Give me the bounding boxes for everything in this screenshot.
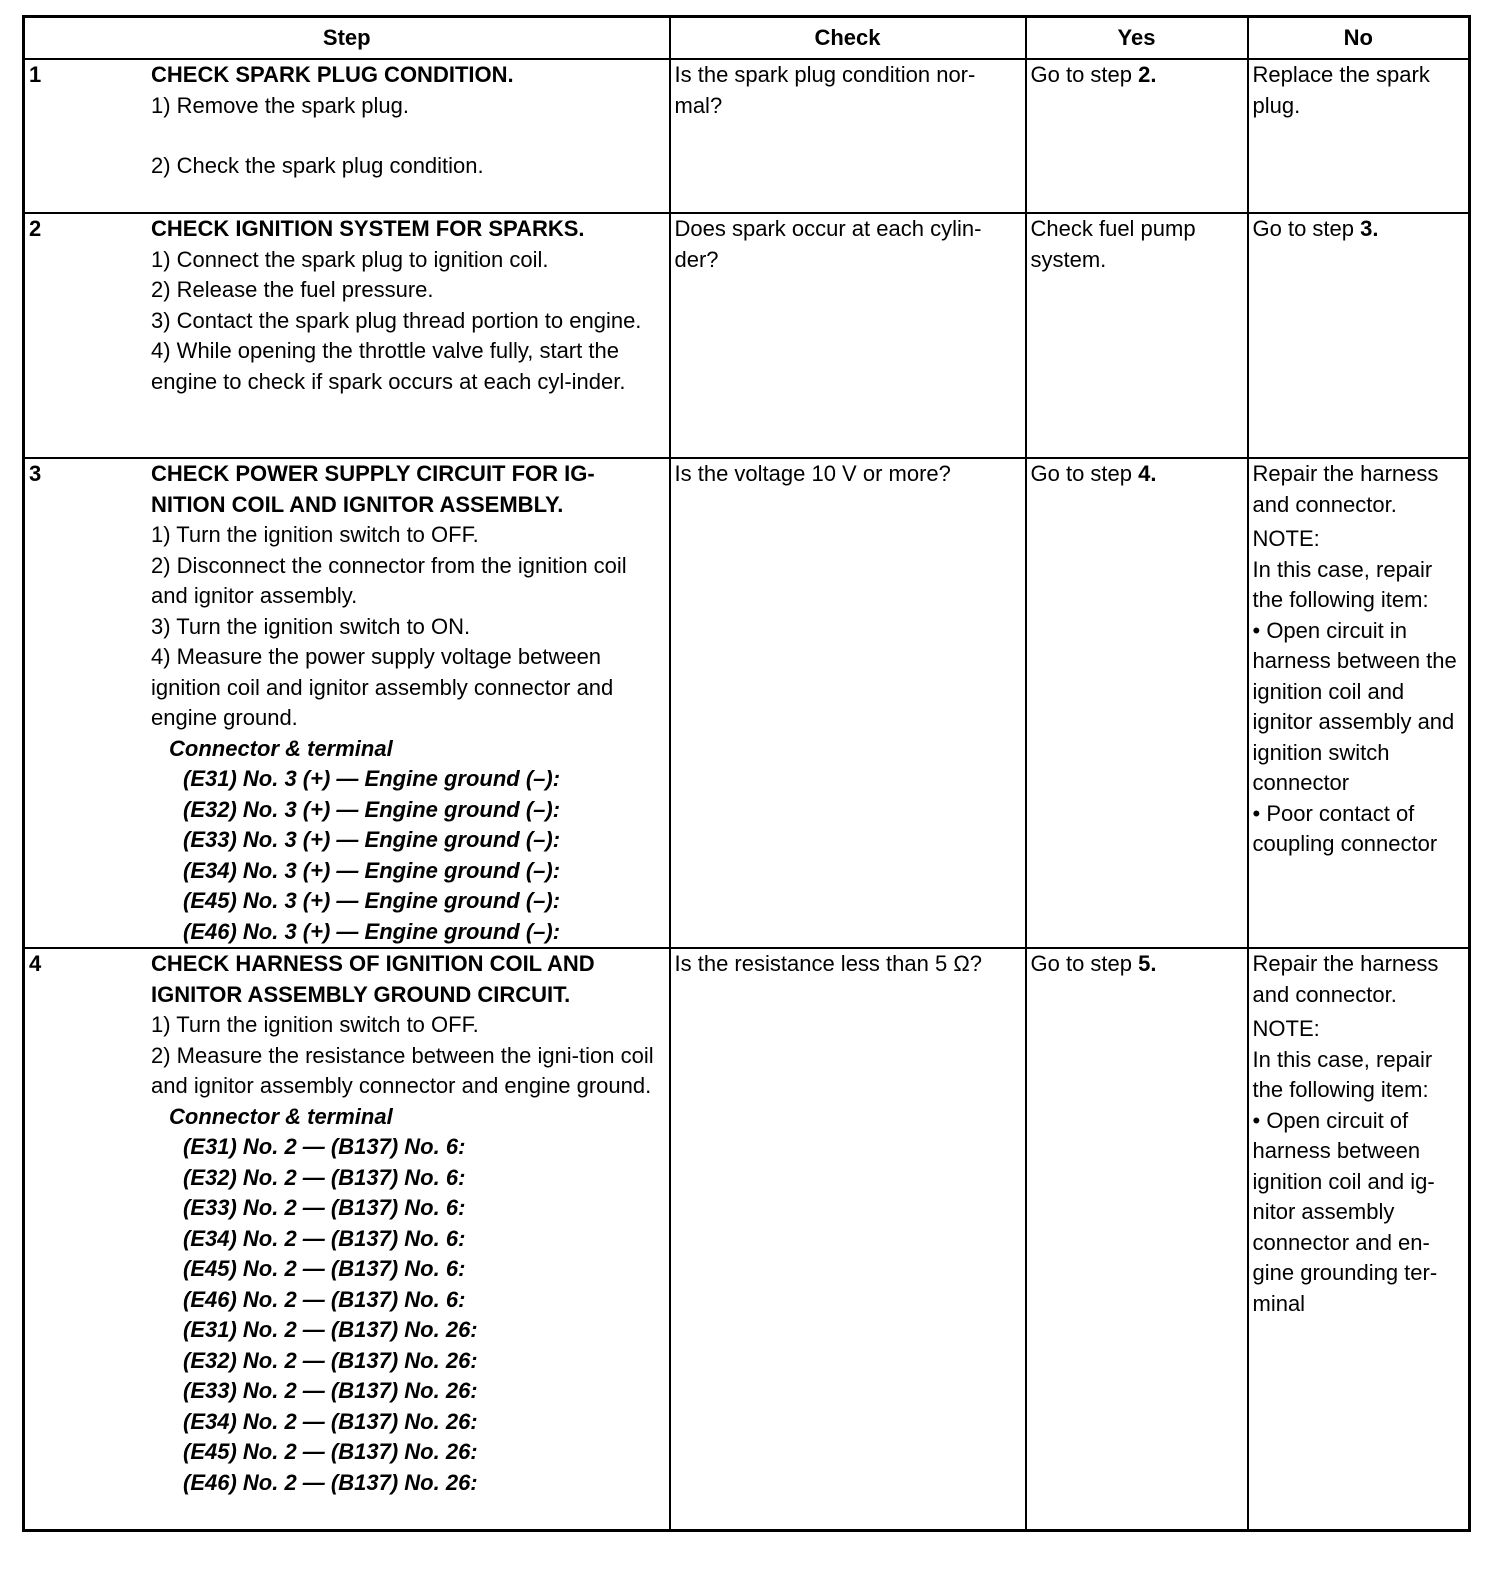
instruction: 2) Measure the resistance between the igni-tion coil and ignitor assembly connector and engine ground. bbox=[151, 1042, 654, 1098]
note-bullet: • Poor contact of coupling connector bbox=[1252, 800, 1438, 856]
header-row bbox=[24, 17, 1470, 60]
connector-heading: Connector & terminal bbox=[169, 1103, 393, 1129]
note-bullet: • Open circuit of harness between ignition coil and ig-nitor assembly connector and en-gine grounding ter-minal bbox=[1252, 1107, 1438, 1316]
yes-step-link: 5. bbox=[1138, 951, 1157, 976]
step-title: CHECK POWER SUPPLY CIRCUIT FOR IG-NITION COIL AND IGNITOR ASSEMBLY. bbox=[151, 461, 595, 517]
yes-cell bbox=[1026, 948, 1248, 1531]
diagnostic-table bbox=[22, 15, 1471, 1532]
note-bullet: • Open circuit in harness between the ignition coil and ignitor assembly and ignition switch connector bbox=[1252, 617, 1457, 795]
header-step: Step bbox=[24, 17, 670, 60]
step-cell bbox=[24, 213, 670, 458]
instruction: 4) Measure the power supply voltage between ignition coil and ignitor assembly connector and engine ground. bbox=[151, 644, 614, 730]
table-row bbox=[24, 948, 1470, 1531]
step-title: CHECK SPARK PLUG CONDITION. bbox=[151, 62, 514, 87]
no-main-text: Repair the harness and connector. bbox=[1252, 951, 1439, 1007]
connector-terminal: (E46) No. 2 — (B137) No. 26: bbox=[183, 1469, 478, 1495]
connector-terminal: (E46) No. 3 (+) — Engine ground (–): bbox=[183, 918, 561, 944]
instruction: 1) Turn the ignition switch to OFF. bbox=[151, 1012, 479, 1037]
yes-text: Go to step bbox=[1030, 951, 1139, 976]
instruction: 2) Release the fuel pressure. bbox=[151, 277, 434, 302]
connector-terminal: (E31) No. 2 — (B137) No. 26: bbox=[183, 1317, 478, 1342]
no-text: Go to step bbox=[1252, 216, 1361, 241]
step-number: 4 bbox=[29, 951, 42, 976]
instruction: 2) Check the spark plug condition. bbox=[151, 153, 484, 178]
connector-terminal: (E32) No. 3 (+) — Engine ground (–): bbox=[183, 796, 561, 822]
instruction: 2) Disconnect the connector from the ignition coil and ignitor assembly. bbox=[151, 552, 627, 608]
no-cell bbox=[1248, 213, 1470, 458]
no-cell bbox=[1248, 458, 1470, 948]
check-cell: Does spark occur at each cylin-der? bbox=[670, 213, 1026, 458]
no-main-text: Repair the harness and connector. bbox=[1252, 461, 1439, 517]
connector-terminal: (E46) No. 2 — (B137) No. 6: bbox=[183, 1286, 466, 1312]
yes-step-link: 2. bbox=[1138, 62, 1157, 87]
step-cell bbox=[24, 59, 670, 213]
step-number: 3 bbox=[29, 461, 42, 486]
connector-terminal: (E45) No. 2 — (B137) No. 6: bbox=[183, 1256, 466, 1281]
connector-terminal: (E31) No. 2 — (B137) No. 6: bbox=[183, 1134, 466, 1159]
yes-cell: Check fuel pump system. bbox=[1026, 213, 1248, 458]
table-row bbox=[24, 213, 1470, 458]
step-cell bbox=[24, 948, 670, 1531]
connector-terminal: (E33) No. 2 — (B137) No. 6: bbox=[183, 1195, 466, 1220]
check-cell: Is the spark plug condition nor-mal? bbox=[670, 59, 1026, 213]
no-cell bbox=[1248, 948, 1470, 1531]
step-title: CHECK HARNESS OF IGNITION COIL AND IGNITOR ASSEMBLY GROUND CIRCUIT. bbox=[151, 951, 595, 1007]
instruction: 4) While opening the throttle valve fully, start the engine to check if spark occurs at each cyl-inder. bbox=[151, 338, 626, 394]
note-label: NOTE: bbox=[1252, 526, 1320, 551]
step-number: 2 bbox=[29, 216, 42, 241]
instruction: 1) Connect the spark plug to ignition coil. bbox=[151, 246, 549, 272]
step-title: CHECK IGNITION SYSTEM FOR SPARKS. bbox=[151, 216, 585, 241]
connector-terminal: (E31) No. 3 (+) — Engine ground (–): bbox=[183, 766, 561, 791]
instruction: 1) Remove the spark plug. bbox=[151, 92, 410, 118]
connector-terminal: (E34) No. 2 — (B137) No. 6: bbox=[183, 1225, 466, 1251]
note-label: NOTE: bbox=[1252, 1016, 1320, 1041]
connector-heading: Connector & terminal bbox=[169, 735, 393, 761]
yes-step-link: 4. bbox=[1138, 461, 1157, 486]
instruction: 3) Turn the ignition switch to ON. bbox=[151, 613, 471, 639]
yes-cell bbox=[1026, 59, 1248, 213]
connector-terminal: (E33) No. 2 — (B137) No. 26: bbox=[183, 1378, 478, 1403]
connector-terminal: (E32) No. 2 — (B137) No. 26: bbox=[183, 1347, 478, 1373]
connector-terminal: (E45) No. 2 — (B137) No. 26: bbox=[183, 1439, 478, 1464]
connector-terminal: (E45) No. 3 (+) — Engine ground (–): bbox=[183, 888, 561, 913]
no-step-link: 3. bbox=[1360, 216, 1379, 241]
table-row bbox=[24, 59, 1470, 213]
step-number: 1 bbox=[29, 62, 42, 87]
yes-text: Go to step bbox=[1030, 62, 1139, 87]
note-intro: In this case, repair the following item: bbox=[1252, 1046, 1433, 1102]
step-cell bbox=[24, 458, 670, 948]
connector-terminal: (E34) No. 2 — (B137) No. 26: bbox=[183, 1408, 478, 1434]
no-cell: Replace the spark plug. bbox=[1248, 59, 1470, 213]
yes-text: Go to step bbox=[1030, 461, 1139, 486]
instruction: 3) Contact the spark plug thread portion to engine. bbox=[151, 307, 642, 333]
instruction: 1) Turn the ignition switch to OFF. bbox=[151, 522, 479, 547]
connector-terminal: (E34) No. 3 (+) — Engine ground (–): bbox=[183, 857, 561, 883]
table-row bbox=[24, 458, 1470, 948]
yes-cell bbox=[1026, 458, 1248, 948]
connector-terminal: (E33) No. 3 (+) — Engine ground (–): bbox=[183, 827, 561, 852]
header-yes: Yes bbox=[1026, 17, 1248, 60]
header-check: Check bbox=[670, 17, 1026, 60]
header-no: No bbox=[1248, 17, 1470, 60]
check-cell: Is the resistance less than 5 Ω? bbox=[670, 948, 1026, 1531]
connector-terminal: (E32) No. 2 — (B137) No. 6: bbox=[183, 1164, 466, 1190]
note-intro: In this case, repair the following item: bbox=[1252, 556, 1433, 612]
check-cell: Is the voltage 10 V or more? bbox=[670, 458, 1026, 948]
